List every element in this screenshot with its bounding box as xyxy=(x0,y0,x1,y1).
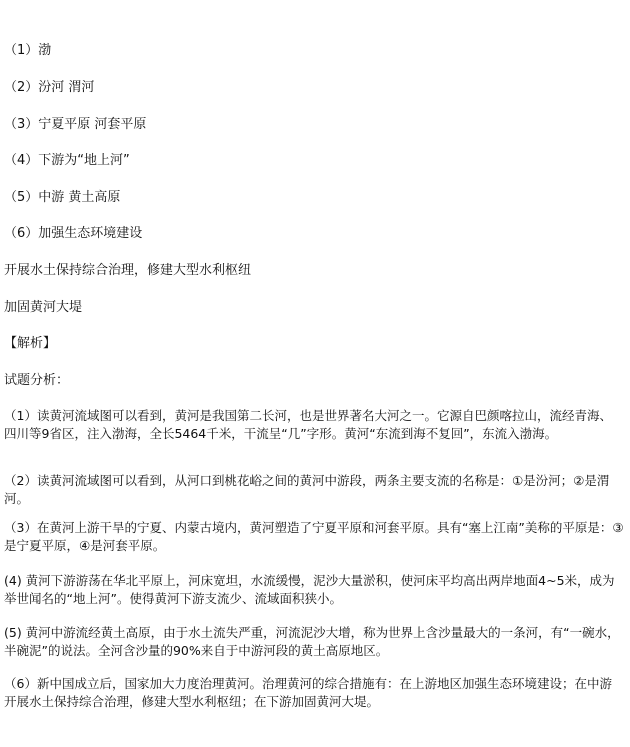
answer-5: （5）中游 黄土高原 xyxy=(4,190,121,205)
answer-2: （2）汾河 渭河 xyxy=(4,80,95,95)
answer-6-continuation-2: 加固黄河大堤 xyxy=(4,300,83,315)
answer-6-continuation: 开展水土保持综合治理，修建大型水利枢纽 xyxy=(4,263,252,278)
analysis-paragraph-4: (4) 黄河下游游荡在华北平原上，河床宽坦，水流缓慢，泥沙大量淤积，使河床平均高出两岸地面4~5米，成为举世闻名的“地上河”。使得黄河下游支流少、流域面积狭小。 xyxy=(4,573,615,606)
analysis-paragraph-5: (5) 黄河中游流经黄土高原，由于水土流失严重，河流泥沙大增，称为世界上含沙量最大的一条河，有“一碗水，半碗泥”的说法。全河含沙量的90%来自于中游河段的黄土高原地区。 xyxy=(4,625,620,658)
answer-4: （4）下游为“地上河” xyxy=(4,153,130,168)
analysis-heading: 【解析】 xyxy=(4,336,57,351)
analysis-paragraph-6: （6）新中国成立后，国家加大力度治理黄河。治理黄河的综合措施有：在上游地区加强生态环境建设；在中游开展水土保持综合治理，修建大型水利枢纽；在下游加固黄河大堤。 xyxy=(4,676,612,709)
analysis-paragraph-2: （2）读黄河流域图可以看到，从河口到桃花峪之间的黄河中游段，两条主要支流的名称是：①是汾河；②是渭河。 xyxy=(4,473,610,506)
analysis-paragraph-1: （1）读黄河流域图可以看到，黄河是我国第二长河，也是世界著名大河之一。它源自巴颜喀拉山，流经青海、四川等9省区，注入渤海，全长5464千米，干流呈“几”字形。黄河“东流到海不复回”，东流入渤海。 xyxy=(4,408,612,441)
answer-3: （3）宁夏平原 河套平原 xyxy=(4,117,147,132)
answer-6: （6）加强生态环境建设 xyxy=(4,226,143,241)
analysis-paragraph-3: （3）在黄河上游干旱的宁夏、内蒙古境内，黄河塑造了宁夏平原和河套平原。具有“塞上江南”美称的平原是：③是宁夏平原，④是河套平原。 xyxy=(4,520,624,553)
analysis-intro: 试题分析： xyxy=(4,373,70,388)
answer-1: （1）渤 xyxy=(4,43,52,58)
